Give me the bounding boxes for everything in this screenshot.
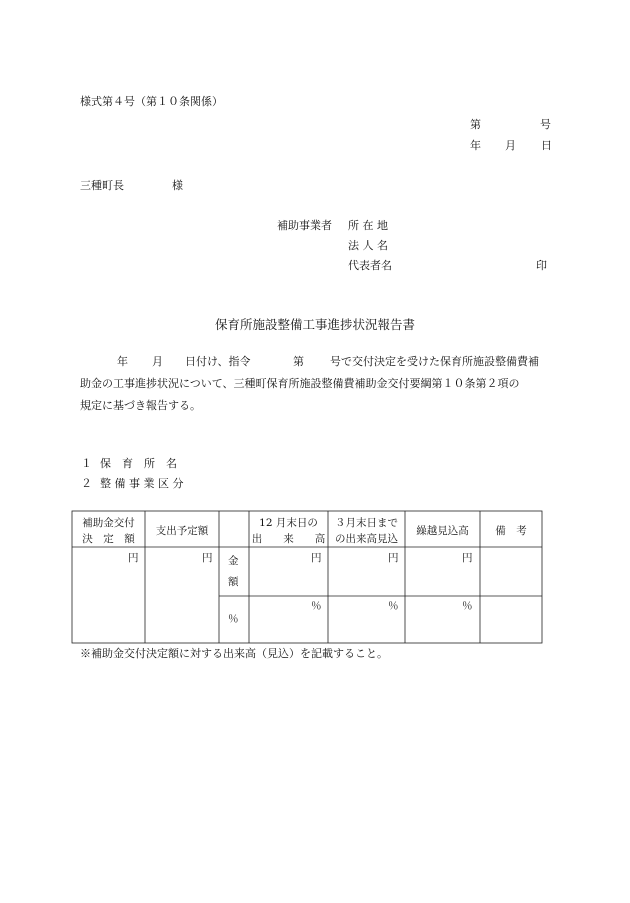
table-footnote: ※補助金交付決定額に対する出来高（見込）を記載すること。 — [80, 647, 388, 660]
header-march-estimate-line2: の出来高見込 — [335, 533, 398, 545]
document-number-label: 第 — [470, 118, 481, 131]
grant-amount-yen-unit: 円 — [128, 552, 139, 564]
amount-row-label-2: 額 — [228, 576, 239, 588]
header-march-estimate-line1: ３月末日まで — [335, 517, 398, 529]
corporation-name-label: 法 人 名 — [348, 239, 388, 252]
body-month-label: 月 — [152, 355, 163, 368]
section-1-label: 保 育 所 名 — [100, 457, 177, 470]
march-estimate-percent-unit: ％ — [388, 600, 399, 612]
body-number-label: 第 — [293, 355, 304, 368]
addressee-name: 三種町長 — [80, 179, 124, 192]
header-remarks: 備 考 — [495, 525, 527, 537]
header-grant-amount-line1: 補助金交付 — [82, 517, 135, 529]
address-label: 所 在 地 — [348, 219, 388, 232]
planned-expense-yen-unit: 円 — [202, 552, 213, 564]
header-december-progress-line2: 出 来 高 — [251, 533, 326, 545]
document-number-suffix: 号 — [540, 118, 551, 131]
december-progress-percent-unit: ％ — [311, 600, 322, 612]
header-december-progress-line1: 12 月末日の — [259, 517, 318, 529]
header-grant-amount-line2: 決 定 額 — [82, 533, 135, 545]
form-number: 様式第４号（第１０条関係） — [80, 95, 223, 108]
addressee-honorific: 様 — [172, 179, 183, 192]
december-progress-yen-unit: 円 — [311, 552, 322, 564]
carryover-yen-unit: 円 — [462, 552, 473, 564]
section-2-number: ２ — [81, 477, 92, 490]
body-line-2: 助金の工事進捗状況について、三種町保育所施設整備費補助金交付要綱第１０条第２項の — [80, 377, 520, 390]
applicant-role-label: 補助事業者 — [277, 219, 332, 232]
date-month-label: 月 — [505, 139, 516, 152]
header-carryover-estimate: 繰越見込高 — [416, 525, 469, 537]
carryover-percent-unit: ％ — [462, 600, 473, 612]
document-title: 保育所施設整備工事進捗状況報告書 — [214, 317, 415, 332]
section-2-label: 整 備 事 業 区 分 — [100, 477, 184, 490]
body-dated-text: 日付け、指令 — [185, 355, 251, 368]
percent-row-label: ％ — [228, 613, 239, 625]
date-year-label: 年 — [470, 139, 481, 152]
seal-mark: 印 — [536, 259, 547, 272]
representative-label: 代表者名 — [348, 259, 392, 272]
date-day-label: 日 — [541, 139, 552, 152]
body-line-3: 規定に基づき報告する。 — [80, 399, 201, 412]
body-line1-rest: 号で交付決定を受けた保育所施設整備費補 — [330, 355, 539, 368]
body-year-label: 年 — [117, 355, 128, 368]
amount-row-label-1: 金 — [228, 555, 239, 567]
header-planned-expense: 支出予定額 — [155, 525, 209, 537]
march-estimate-yen-unit: 円 — [388, 552, 399, 564]
section-1-number: １ — [81, 457, 92, 470]
